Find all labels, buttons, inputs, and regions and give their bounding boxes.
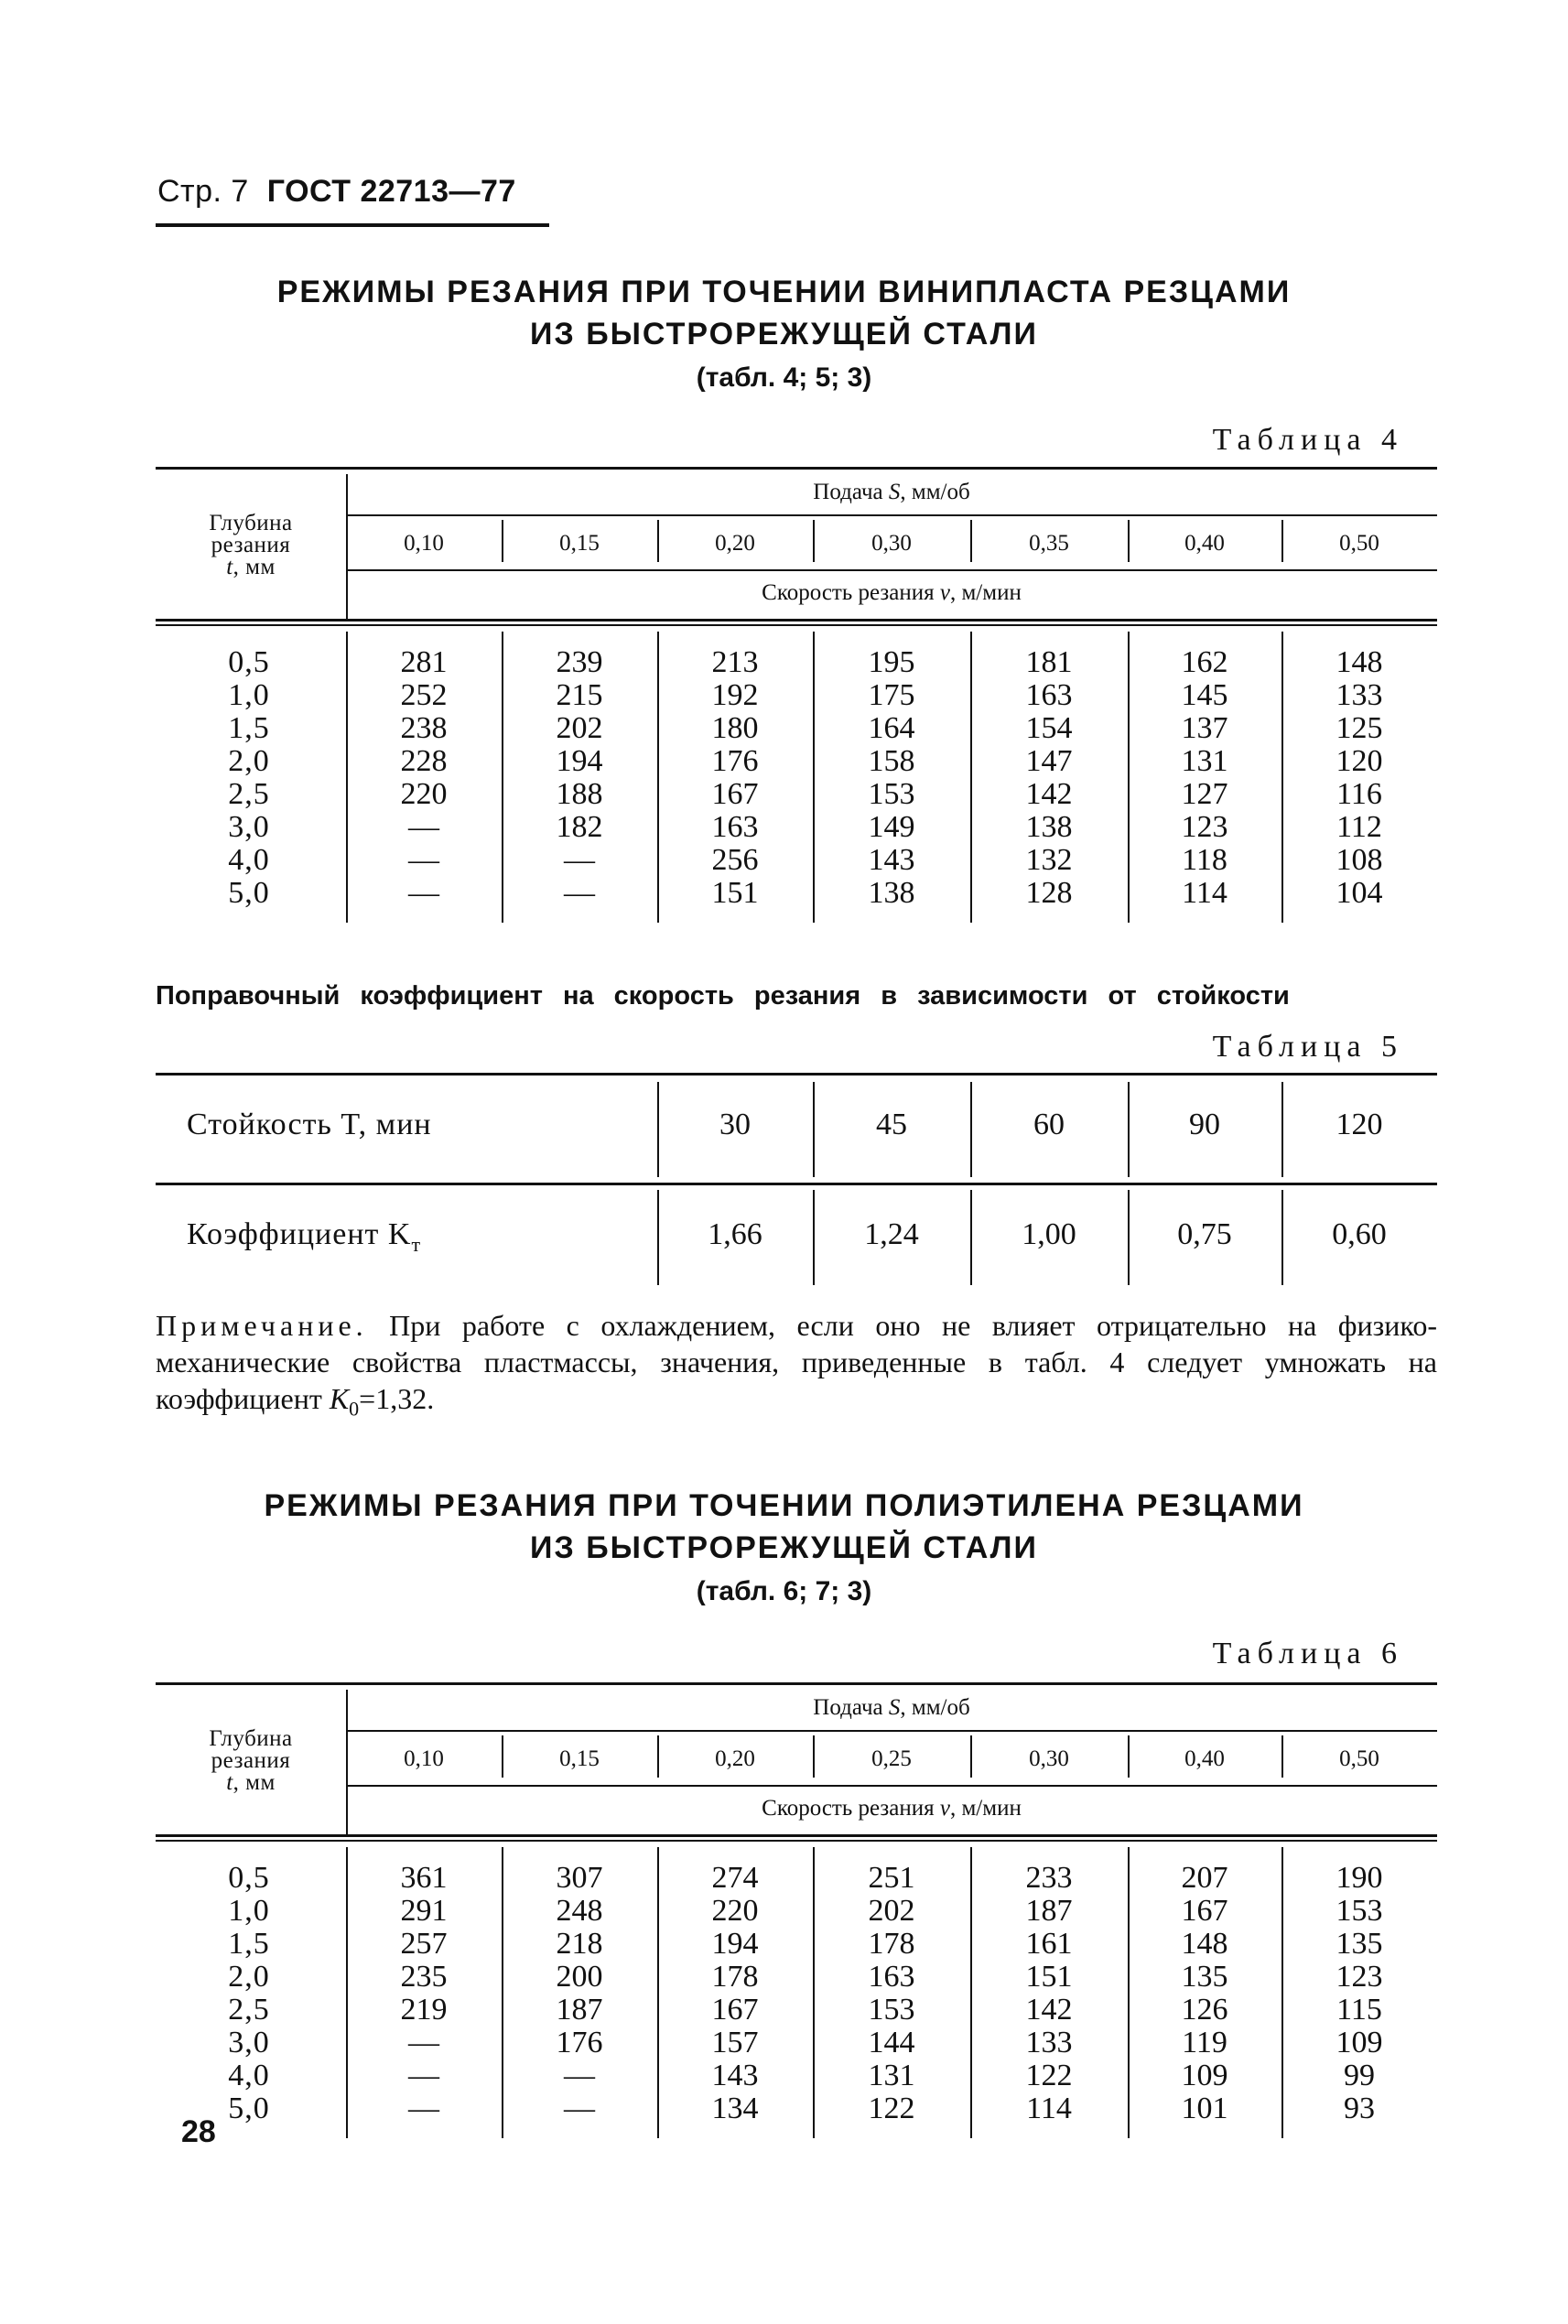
table4-cell: 108 <box>1336 843 1383 877</box>
standard-label: ГОСТ 22713—77 <box>266 174 516 209</box>
table4-header-rule-a <box>156 619 1437 622</box>
table4-feed-sep <box>813 520 815 562</box>
table4-cell: 153 <box>868 777 915 811</box>
table4-cell: 145 <box>1181 678 1228 712</box>
table6-top-rule <box>156 1682 1437 1685</box>
table4-cell: 252 <box>400 678 448 712</box>
table6-cell: 135 <box>1181 1960 1228 1994</box>
table4-cell: 180 <box>711 711 759 745</box>
table4-cell: 132 <box>1025 843 1073 877</box>
table4-feed-value: 0,20 <box>715 531 755 556</box>
table4-feed-value: 0,35 <box>1029 531 1069 556</box>
note-word: Примечание. <box>156 1309 368 1342</box>
table6-cell: 202 <box>868 1894 915 1928</box>
table6-cell: 291 <box>400 1894 448 1928</box>
table5-mid-rule <box>156 1183 1437 1185</box>
table6-cell: — <box>408 2092 439 2125</box>
table6-cell: — <box>564 2092 595 2125</box>
table6-depth-value: 1,0 <box>228 1894 270 1928</box>
table6-cell: 114 <box>1026 2092 1072 2125</box>
table6-cell: 122 <box>868 2092 915 2125</box>
table6-cell: 93 <box>1344 2092 1375 2125</box>
table4 <box>156 467 1437 924</box>
table5-coef-value: 1,24 <box>864 1217 919 1251</box>
table6-cell: 219 <box>400 1993 448 2027</box>
table6-cell: 307 <box>556 1861 603 1895</box>
table6-feed-value: 0,40 <box>1184 1746 1225 1771</box>
header-rule <box>156 223 549 227</box>
table4-feed-value: 0,15 <box>559 531 600 556</box>
table6-feed-header: Подача S, мм/об <box>813 1695 970 1720</box>
table6-depth-header-line: резания <box>211 1748 291 1773</box>
section1-title-line1: РЕЖИМЫ РЕЗАНИЯ ПРИ ТОЧЕНИИ ВИНИПЛАСТА РЕЗЦАМИ <box>276 275 1292 309</box>
table4-cell: 213 <box>711 645 759 679</box>
table4-depth-header-line: резания <box>211 533 291 557</box>
table6-cell: 99 <box>1344 2059 1375 2092</box>
table4-cell: 164 <box>868 711 915 745</box>
table6-cell: 218 <box>556 1927 603 1961</box>
table4-name: Таблица 4 <box>1212 423 1403 457</box>
table5-top-rule <box>156 1073 1437 1076</box>
table5-stoikost-value: 30 <box>719 1108 751 1141</box>
table5-row1-label: Стойкость T, мин <box>187 1108 432 1141</box>
table6-cell: 123 <box>1336 1960 1383 1994</box>
table4-top-rule <box>156 467 1437 470</box>
table4-cell: 118 <box>1182 843 1227 877</box>
table4-cell: 238 <box>400 711 448 745</box>
table6-cell: 194 <box>711 1927 759 1961</box>
table4-cell: 138 <box>1025 810 1073 844</box>
table6 <box>156 1682 1437 2140</box>
table6-cell: 248 <box>556 1894 603 1928</box>
section1-subtitle: (табл. 4; 5; 3) <box>696 362 872 393</box>
table4-feed-sep <box>502 520 503 562</box>
table4-cell: 116 <box>1336 777 1382 811</box>
table4-cell: 133 <box>1336 678 1383 712</box>
table6-cell: — <box>408 2059 439 2092</box>
table6-feed-value: 0,15 <box>559 1746 600 1771</box>
table5-stoikost-value: 60 <box>1033 1108 1065 1141</box>
table6-cell: 178 <box>711 1960 759 1994</box>
table4-cell: — <box>564 876 595 910</box>
table4-cell: 142 <box>1025 777 1073 811</box>
table4-cell: — <box>564 843 595 877</box>
table4-cell: 181 <box>1025 645 1073 679</box>
table5-stoikost-value: 120 <box>1336 1108 1383 1141</box>
table6-cell: 151 <box>1025 1960 1073 1994</box>
table6-name: Таблица 6 <box>1212 1637 1403 1670</box>
table4-feed-header: Подача S, мм/об <box>813 480 970 504</box>
table4-feed-rule <box>346 514 1437 516</box>
note: Примечание. При работе с охлаждением, если оно не влияет отрицательно на физико-механические свойства пластмассы, значения, приведенные в табл. 4 следует умножать на коэффициент $K_0=1,32$. <box>156 1309 1438 1421</box>
table4-cell: 127 <box>1181 777 1228 811</box>
table4-cell: 154 <box>1025 711 1073 745</box>
table6-feed-sep <box>970 1735 972 1778</box>
table6-cell: 176 <box>556 2026 603 2059</box>
table4-cell: 158 <box>868 744 915 778</box>
table4-cell: 120 <box>1336 744 1383 778</box>
table4-depth-value: 1,0 <box>228 678 270 712</box>
table6-feed-rule <box>346 1730 1437 1732</box>
table4-cell: 143 <box>868 843 915 877</box>
table6-cell: 190 <box>1336 1861 1383 1895</box>
table6-cell: 101 <box>1181 2092 1228 2125</box>
table4-cell: 188 <box>556 777 603 811</box>
table6-cell: 178 <box>868 1927 915 1961</box>
table6-depth-value: 2,0 <box>228 1960 270 1994</box>
table4-depth-value: 0,5 <box>228 645 270 679</box>
table5-stoikost-value: 45 <box>876 1108 907 1141</box>
table4-header-rule-b <box>156 624 1437 626</box>
table4-cell: 192 <box>711 678 759 712</box>
table4-cell: 163 <box>1025 678 1073 712</box>
table6-feed-value: 0,30 <box>1029 1746 1069 1771</box>
table6-cell: 257 <box>400 1927 448 1961</box>
table4-depth-value: 4,0 <box>228 843 270 877</box>
page-number: 28 <box>181 2114 216 2149</box>
table4-depth-value: 5,0 <box>228 876 270 910</box>
table6-feed-sep <box>657 1735 659 1778</box>
table6-cell: 187 <box>556 1993 603 2027</box>
table4-cell: 151 <box>711 876 759 910</box>
table4-cell: 125 <box>1336 711 1383 745</box>
table4-cell: 149 <box>868 810 915 844</box>
table6-feed-value: 0,10 <box>404 1746 444 1771</box>
table4-cell: 123 <box>1181 810 1228 844</box>
table6-cell: 144 <box>868 2026 915 2059</box>
table5 <box>156 1073 1437 1292</box>
table6-cell: 134 <box>711 2092 759 2125</box>
table6-depth-value: 2,5 <box>228 1993 270 2027</box>
table4-cell: 239 <box>556 645 603 679</box>
table4-cell: 215 <box>556 678 603 712</box>
page-header <box>157 174 516 210</box>
table6-depth-value: 5,0 <box>228 2092 270 2125</box>
table4-cell: 138 <box>868 876 915 910</box>
table4-cell: — <box>408 810 439 844</box>
section2-subtitle: (табл. 6; 7; 3) <box>696 1576 872 1606</box>
table4-cell: 228 <box>400 744 448 778</box>
table4-cell: 202 <box>556 711 603 745</box>
table6-cell: 131 <box>868 2059 915 2092</box>
note-text: При работе с охлаждением, если оно не влияет отрицательно на физико-механические свойства пластмассы, значения, приведенные в табл. 4 следует умножать на коэффициент <box>156 1309 1438 1415</box>
table6-cell: 148 <box>1181 1927 1228 1961</box>
section2-title-line2: ИЗ БЫСТРОРЕЖУЩЕЙ СТАЛИ <box>530 1530 1038 1565</box>
table5-name: Таблица 5 <box>1212 1030 1403 1064</box>
table4-depth-value: 3,0 <box>228 810 270 844</box>
table4-feed-sep <box>657 520 659 562</box>
table4-cell: 175 <box>868 678 915 712</box>
table6-cell: 122 <box>1025 2059 1073 2092</box>
table6-depth-value: 3,0 <box>228 2026 270 2059</box>
table4-cell: 281 <box>400 645 448 679</box>
table6-cell: 153 <box>868 1993 915 2027</box>
table4-cell: 163 <box>711 810 759 844</box>
table4-speed-header: Скорость резания v, м/мин <box>762 580 1022 605</box>
table6-cell: 187 <box>1025 1894 1073 1928</box>
table4-depth-value: 2,5 <box>228 777 270 811</box>
table6-cell: 251 <box>868 1861 915 1895</box>
table4-cell: 114 <box>1182 876 1227 910</box>
section1-title-line2: ИЗ БЫСТРОРЕЖУЩЕЙ СТАЛИ <box>530 317 1038 351</box>
table4-cell: 167 <box>711 777 759 811</box>
table6-cell: 163 <box>868 1960 915 1994</box>
table6-cell: 115 <box>1336 1993 1382 2027</box>
table6-cell: 220 <box>711 1894 759 1928</box>
table4-feed-value: 0,30 <box>871 531 912 556</box>
table4-cell: 128 <box>1025 876 1073 910</box>
table4-cell: — <box>408 876 439 910</box>
table4-depth-value: 2,0 <box>228 744 270 778</box>
table5-coef-value: 1,00 <box>1022 1217 1076 1251</box>
table6-cell: 161 <box>1025 1927 1073 1961</box>
table4-cell: 162 <box>1181 645 1228 679</box>
table4-cell: 104 <box>1336 876 1383 910</box>
table4-cell: 147 <box>1025 744 1073 778</box>
table6-depth-value: 4,0 <box>228 2059 270 2092</box>
table6-cell: 133 <box>1025 2026 1073 2059</box>
table4-cell: 176 <box>711 744 759 778</box>
table4-cell: 194 <box>556 744 603 778</box>
table6-feed-sep <box>502 1735 503 1778</box>
table6-depth-header-line: Глубина <box>209 1726 293 1751</box>
table6-feed-sep <box>1128 1735 1130 1778</box>
table4-cell: 148 <box>1336 645 1383 679</box>
table6-cell: 109 <box>1181 2059 1228 2092</box>
table6-cell: 233 <box>1025 1861 1073 1895</box>
table6-feed-sep <box>1281 1735 1283 1778</box>
table6-cell: 167 <box>711 1993 759 2027</box>
table4-cell: 195 <box>868 645 915 679</box>
table6-cell: — <box>408 2026 439 2059</box>
table4-feed-sep <box>970 520 972 562</box>
table6-header-rule-a <box>156 1834 1437 1837</box>
table6-cell: 157 <box>711 2026 759 2059</box>
table6-speed-header: Скорость резания v, м/мин <box>762 1796 1022 1821</box>
table6-depth-value: 0,5 <box>228 1861 270 1895</box>
table4-cell: 112 <box>1336 810 1382 844</box>
table4-cell: 220 <box>400 777 448 811</box>
table5-stoikost-value: 90 <box>1189 1108 1220 1141</box>
table6-cell: 109 <box>1336 2026 1383 2059</box>
table6-cell: 207 <box>1181 1861 1228 1895</box>
section2-title-line1: РЕЖИМЫ РЕЗАНИЯ ПРИ ТОЧЕНИИ ПОЛИЭТИЛЕНА РЕЗЦАМИ <box>264 1488 1304 1523</box>
table4-depth-header-line: Глубина <box>209 511 293 535</box>
table5-coef-value: 0,75 <box>1177 1217 1232 1251</box>
table6-values-rule <box>346 1785 1437 1787</box>
table4-depth-value: 1,5 <box>228 711 270 745</box>
correction-title: Поправочный коэффициент на скорость резания в зависимости от стойкости <box>156 981 1290 1011</box>
table5-coef-value: 0,60 <box>1332 1217 1387 1251</box>
table4-feed-sep <box>1128 520 1130 562</box>
table6-header-rule-b <box>156 1840 1437 1842</box>
table6-depth-value: 1,5 <box>228 1927 270 1961</box>
table4-cell: — <box>408 843 439 877</box>
table5-coef-value: 1,66 <box>708 1217 762 1251</box>
table6-cell: 235 <box>400 1960 448 1994</box>
table6-cell: — <box>564 2059 595 2092</box>
table4-depth-header-line: t, мм <box>226 555 276 579</box>
table6-cell: 126 <box>1181 1993 1228 2027</box>
table4-cell: 131 <box>1181 744 1228 778</box>
table4-cell: 137 <box>1181 711 1228 745</box>
table6-cell: 119 <box>1182 2026 1227 2059</box>
table6-feed-value: 0,50 <box>1339 1746 1379 1771</box>
table6-cell: 361 <box>400 1861 448 1895</box>
table6-feed-value: 0,25 <box>871 1746 912 1771</box>
table4-feed-value: 0,50 <box>1339 531 1379 556</box>
table4-values-rule <box>346 569 1437 571</box>
table5-row2-label: Коэффициент $K_т$ <box>187 1217 422 1256</box>
table6-cell: 167 <box>1181 1894 1228 1928</box>
table6-feed-value: 0,20 <box>715 1746 755 1771</box>
table6-cell: 274 <box>711 1861 759 1895</box>
table6-cell: 200 <box>556 1960 603 1994</box>
table6-cell: 142 <box>1025 1993 1073 2027</box>
table6-feed-sep <box>813 1735 815 1778</box>
table4-feed-value: 0,10 <box>404 531 444 556</box>
table6-cell: 143 <box>711 2059 759 2092</box>
table4-cell: 256 <box>711 843 759 877</box>
page-label: Стр. 7 <box>157 174 249 209</box>
table4-feed-value: 0,40 <box>1184 531 1225 556</box>
table6-cell: 153 <box>1336 1894 1383 1928</box>
table6-cell: 135 <box>1336 1927 1383 1961</box>
table6-depth-header-line: t, мм <box>226 1770 276 1795</box>
table4-cell: 182 <box>556 810 603 844</box>
table4-feed-sep <box>1281 520 1283 562</box>
